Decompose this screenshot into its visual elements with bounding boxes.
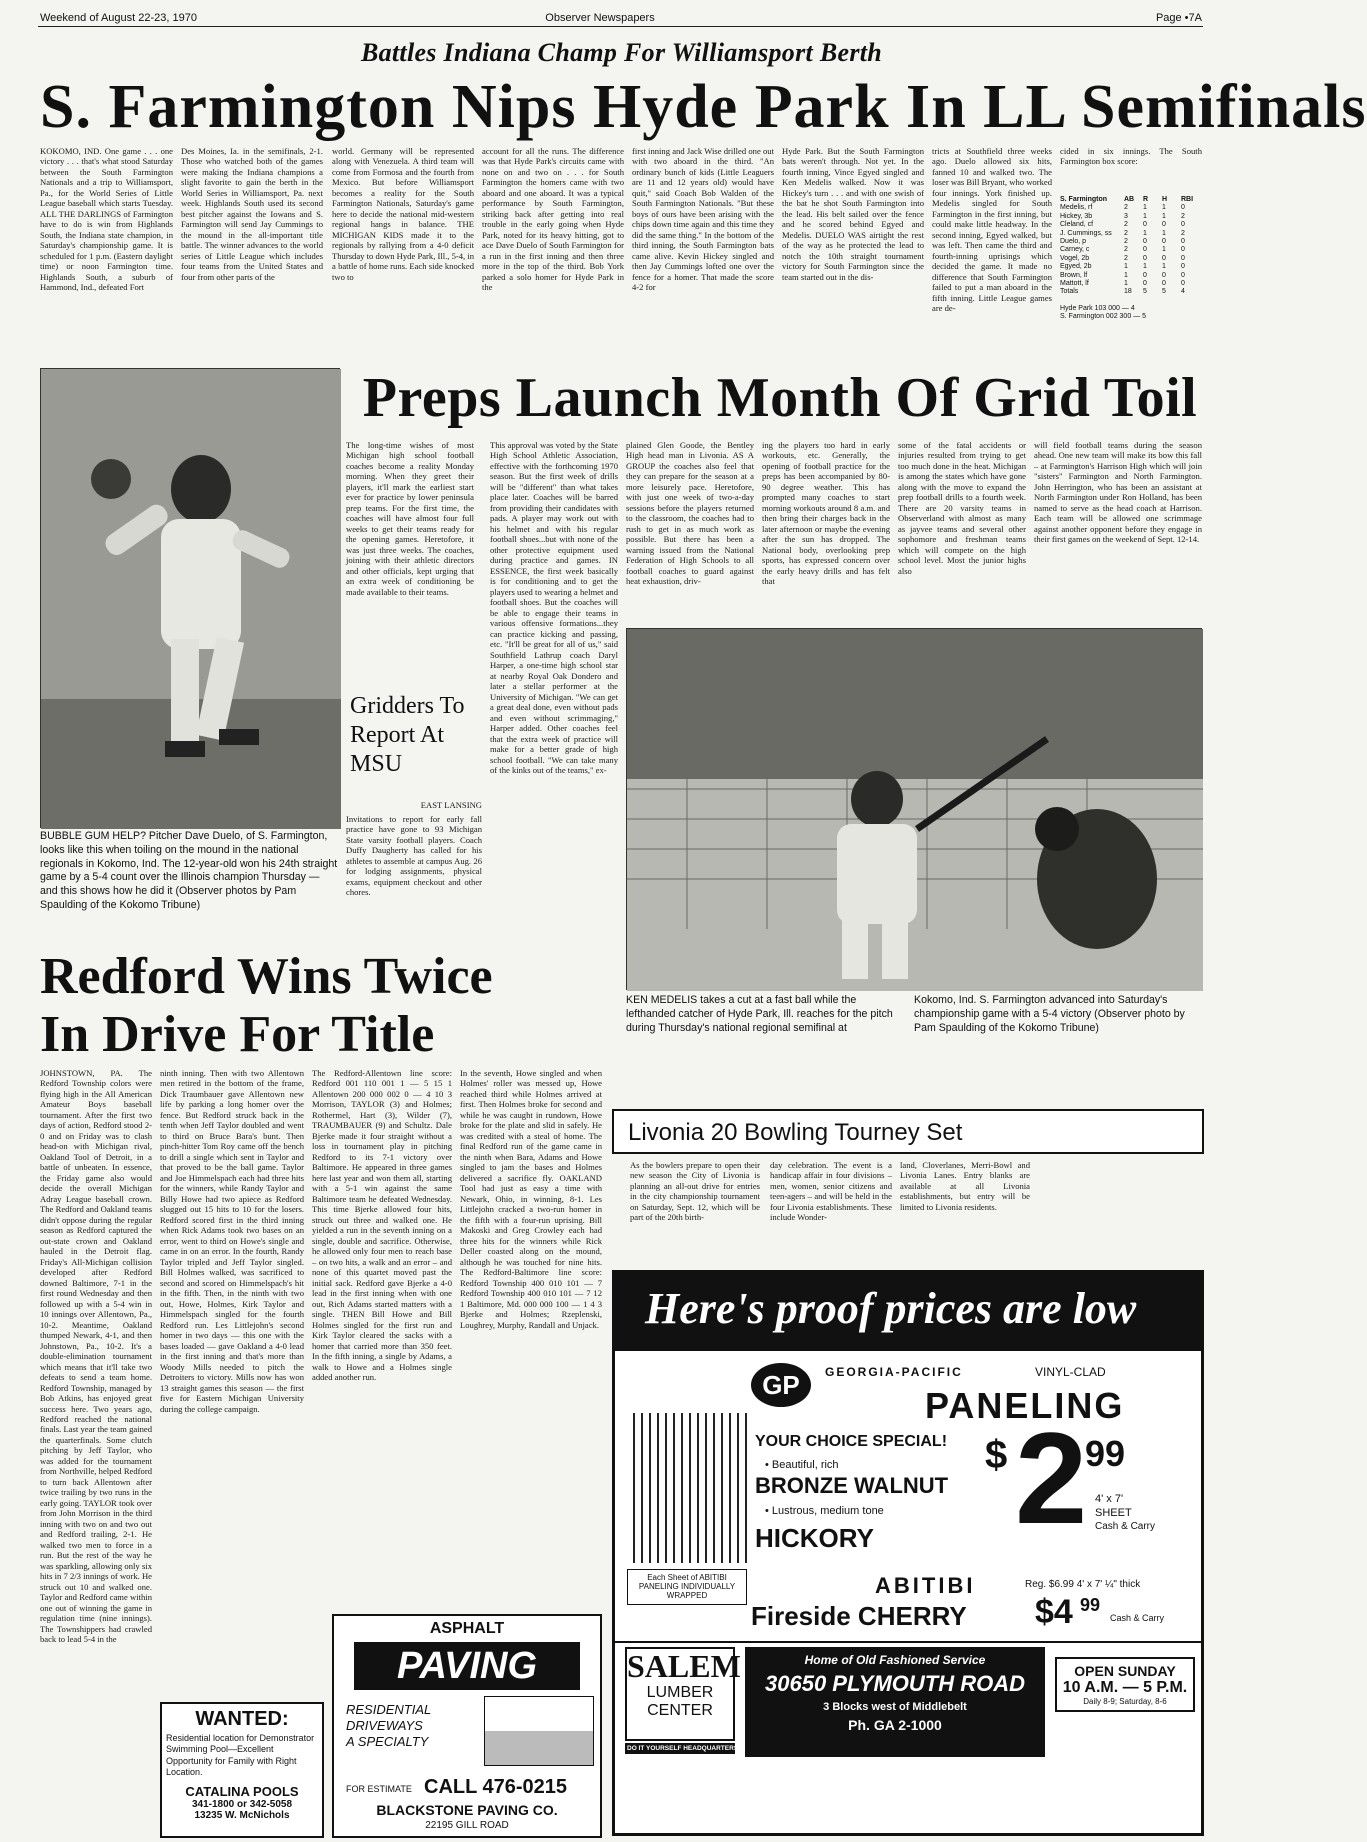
store-name-3: CENTER bbox=[647, 1701, 713, 1719]
cherry-cents: 99 bbox=[1080, 1595, 1101, 1615]
box-score-cell: 1 bbox=[1143, 212, 1147, 220]
box-score-cell: 3 bbox=[1124, 212, 1128, 220]
story1-column: Hyde Park. But the South Farmington bats weren't through. Not yet. In the fourth inning, Vince Egyed singled and Ken Medelis walked. Now it was Hickey's turn . . . and with one swish of the bat he shot South Farmington into the lead. His belt sailed over the fence and he scored behind Egyed and Medelis. DUELO WAS airtight the rest of the way as he protected the lead to notch the 10th straight tournament victory for South Farmington since the team started out in the dis- bbox=[782, 146, 924, 282]
box-score-header-cell: R bbox=[1143, 196, 1149, 203]
box-score-cell: 4 bbox=[1181, 288, 1185, 296]
box-score-line: Hyde Park 103 000 — 4 bbox=[1060, 304, 1135, 312]
price-dollar: $ bbox=[985, 1433, 1008, 1477]
story1-column: first inning and Jack Wise drilled one out with two aboard in the third. "An ordinary bunch of kids (Little Leaguers are 11 and 12 years old) would have quit," said Coach Bob Walden of the South Farmington Nationals. "But these boys of ours have been arising with the chips down time again and this time they did the same thing." In the bottom of the third inning, the South Farmington bats came alive. Kevin Hickey singled and then Jay Cummings lofted one over the fence for a homer. That made the score 4-2 for bbox=[632, 146, 774, 293]
store-address: 30650 PLYMOUTH ROAD bbox=[765, 1671, 1025, 1696]
box-score-cell: 2 bbox=[1124, 237, 1128, 245]
box-score-cell: Carney, c bbox=[1060, 246, 1090, 254]
box-score-rows bbox=[1060, 204, 1202, 296]
box-score-cell: 2 bbox=[1124, 204, 1128, 212]
box-score-row bbox=[1060, 204, 1202, 212]
box-score-row bbox=[1060, 288, 1202, 296]
livonia-column: As the bowlers prepare to open their new season the City of Livonia is planning an all-out drive for entries in the city championship tournament on Saturday, Sept. 12, which will be part of the 20th birth- bbox=[630, 1160, 760, 1223]
ad-special: YOUR CHOICE SPECIAL! bbox=[755, 1433, 948, 1450]
price-sheet: SHEET bbox=[1095, 1507, 1132, 1519]
box-score-cell: 1 bbox=[1162, 229, 1166, 237]
paving-line2: DRIVEWAYS bbox=[346, 1718, 423, 1733]
story1-kicker: Battles Indiana Champ For Williamsport Berth bbox=[360, 38, 883, 67]
price-terms: Cash & Carry bbox=[1095, 1521, 1156, 1532]
gp-logo: GP bbox=[751, 1363, 811, 1407]
box-score-cell: 1 bbox=[1162, 263, 1166, 271]
wanted-phones: 341-1800 or 342-5058 bbox=[191, 1799, 293, 1810]
box-score-row bbox=[1060, 246, 1202, 254]
store-slogan: DO IT YOURSELF HEADQUARTERS bbox=[627, 1745, 739, 1752]
box-score-cell: 2 bbox=[1181, 212, 1185, 220]
pitcher-photo-caption: BUBBLE GUM HELP? Pitcher Dave Duelo, of S. Farmington, looks like this when toiling on the mound in the national regionals in Kokomo, Ind. The 12-year-old won his 24th straight game by a 5-4 count over the Illinois champion Thursday — and this shows how he did it (Observer photos by Pam Spaulding of the Kokomo Tribune) bbox=[40, 830, 338, 911]
wanted-address: 13235 W. McNichols bbox=[194, 1810, 290, 1821]
msu-headline: Gridders To Report At MSU bbox=[350, 693, 465, 777]
box-score-row bbox=[1060, 230, 1202, 238]
story1-column: account for all the runs. The difference was that Hyde Park's circuits came with none on and two on . . . for South Farmington the homers came with two aboard and one aboard. It was a typical performance by South Farmington, striking back after getting into real trouble in the early going when Hyde Park, noted for its heavy hitting, got to ace Dave Duelo of South Farmington for a run in the first inning and then three more in the top of the third. Bob York parked a solo homer for Hyde Park in the bbox=[482, 146, 624, 293]
box-score-cell: 2 bbox=[1124, 221, 1128, 229]
store-hours-time: 10 A.M. — 5 P.M. bbox=[1062, 1679, 1188, 1696]
pitcher-photo-image bbox=[41, 369, 341, 829]
ad-option-hickory: HICKORY bbox=[755, 1523, 874, 1553]
box-score-cell: 1 bbox=[1162, 246, 1166, 254]
paving-estimate-label: FOR ESTIMATE bbox=[346, 1784, 412, 1794]
box-score-cell: Brown, lf bbox=[1060, 271, 1088, 279]
box-score-row bbox=[1060, 280, 1202, 288]
box-score-cell: 0 bbox=[1181, 237, 1185, 245]
paving-main: PAVING bbox=[354, 1642, 580, 1690]
box-score-cell: 0 bbox=[1143, 271, 1147, 279]
box-score-cell: Hickey, 3b bbox=[1060, 212, 1093, 220]
box-score-cell: 0 bbox=[1143, 254, 1147, 262]
house-illustration bbox=[484, 1696, 594, 1766]
box-score-cell: Egyed, 2b bbox=[1060, 263, 1092, 271]
wanted-ad bbox=[160, 1702, 324, 1838]
top-rule bbox=[38, 26, 1203, 27]
box-score-cell: 0 bbox=[1162, 221, 1166, 229]
box-score-line: S. Farmington 002 300 — 5 bbox=[1060, 313, 1146, 321]
each-sheet-note: Each Sheet of ABITIBI PANELING INDIVIDUALLY WRAPPED bbox=[627, 1569, 747, 1605]
msu-body: Invitations to report for early fall practice have gone to 93 Michigan State varsity football players. Coach Duffy Daugherty has called for his athletes to assemble at campus Aug. 26 for lodging assignments, physical exams, equipment checkout and other chores. bbox=[346, 814, 482, 898]
ad-brand: GEORGIA-PACIFIC bbox=[825, 1365, 963, 1379]
paving-company: BLACKSTONE PAVING CO. bbox=[376, 1802, 558, 1818]
ad-option-walnut: BRONZE WALNUT bbox=[755, 1473, 949, 1498]
salem-lumber-ad bbox=[612, 1270, 1204, 1836]
box-score-cell: 1 bbox=[1143, 263, 1147, 271]
box-score-row bbox=[1060, 255, 1202, 263]
story2-column: will field football teams during the season ahead. One new team will make its bow this fall – at Farmington's Harrison High which will join "sisters" Farmington and North Farmington. John Herrington, who has been an assistant at North Farmington under Ron Holland, has been named to serve as the head coach at Harrison. Each team will be allowed one scrimmage against another opponent before they engage in their first games on the weekend of Sept. 12-14. bbox=[1034, 440, 1202, 545]
box-score-cell: 0 bbox=[1143, 221, 1147, 229]
ad-cherry: Fireside CHERRY bbox=[751, 1601, 967, 1631]
livonia-headline-box bbox=[612, 1109, 1204, 1154]
box-score-cell: 0 bbox=[1143, 246, 1147, 254]
story1-column: Des Moines, Ia. in the semifinals, 2-1. Those who watched both of the games were making the Indiana champions a slight favorite to gain the berth in the World Series in Williamsport, Pa. next week. Highlands South used its second best pitcher against the Iowans and S. Farmington will send Jay Cummings to the mound in the all-important title battle. The winner advances to the world series of Little League which includes four teams from the United States and four from other parts of the bbox=[181, 146, 323, 282]
box-score-row bbox=[1060, 221, 1202, 229]
box-score-cell: 5 bbox=[1143, 288, 1147, 296]
paper-name: Observer Newspapers bbox=[545, 12, 655, 24]
livonia-headline: Livonia 20 Bowling Tourney Set bbox=[628, 1119, 963, 1146]
story2-column: some of the fatal accidents or injuries resulted from trying to get too much done in the heat. Michigan is among the states which have gone along with the move to expand the prep football drills to a fourth week. There are 20 varsity teams in Observerland with almost as many as jayvee teams and several other sophomore and freshman teams which will compete on the high school level. Most the junior highs also bbox=[898, 440, 1026, 576]
story3-column: The Redford-Allentown line score: Redford 001 110 001 1 — 5 15 1 Allentown 200 000 002 0 — 4 10 3 Morrison, TAYLOR (3) and Holmes; Rothermel, Hart (3), Wilder (7), TRAUMBAUER (9) and Schultz. Dale Bjerke made it four straight without a loss in tournament play in pitching Redford to its 7-1 victory over Baltimore. He appeared in three games here last year and won them all, starting with a 5-1 win against the same Baltimore team he defeated Wednesday. This time Bjerke allowed four hits, struck out three and walked one. He yielded a run in the seventh inning on a single, double and sacrifice. Otherwise, he allowed only four men to reach base – on two hits, a walk and an error – and none of this quartet moved past the initial sack. Redford gave Bjerke a 4-0 lead in the first inning when with one out, Rich Adams started matters with a single. THEN Bill Howe and Bill Holmes singled for the first run and Kirk Taylor cleared the sacks with a homer that carried more than 350 feet. In the fifth inning, a single by Adams, a walk to Howe and a Holmes single added another run. bbox=[312, 1068, 452, 1383]
story2-column: This approval was voted by the State High School Athletic Association, effective with the forthcoming 1970 season. But the first week of drills will be "different" than what takes place later. Coaches will be barred from providing their candidates with pads. A player may work out with his helmet and with his regular football shoes...but with none of the other protective equipment used during practice and games. IN ESSENCE, the first week basically is for conditioning and to get the players used to wearing a helmet and football shoes. But the coaches will be able to engage their teams in various offensive formations...they can practice kicking and passing, etc. "It'll be great for all of us," said Southfield Lathrup coach Daryl Harper, a one-time high school star at nearby Royal Oak Dondero and later a stellar performer at the University of Michigan. "We can get a great deal done, even without pads and even without scrimmaging," Harper added. Other coaches feel that the extra week of practice will make for a better grade of high school football. "We can take many of the kinks out of the teams," ex- bbox=[490, 440, 618, 776]
store-hours-daily: Daily 8-9; Saturday, 8-6 bbox=[1083, 1697, 1167, 1706]
ad-option-note: • Lustrous, medium tone bbox=[765, 1505, 884, 1517]
box-score-row bbox=[1060, 272, 1202, 280]
batter-photo-caption: KEN MEDELIS takes a cut at a fast ball while the lefthanded catcher of Hyde Park, Ill. reaches for the pitch during Thursday's national regional semifinal at bbox=[626, 994, 893, 1034]
box-score-cell: Vogel, 2b bbox=[1060, 254, 1090, 262]
box-score-header-cell: H bbox=[1162, 196, 1168, 203]
cherry-terms: Cash & Carry bbox=[1110, 1613, 1165, 1623]
price-size: 4' x 7' bbox=[1095, 1493, 1124, 1505]
box-score-row bbox=[1060, 238, 1202, 246]
paving-ad bbox=[332, 1614, 602, 1838]
box-score-cell: 2 bbox=[1124, 229, 1128, 237]
box-score-cell: 1 bbox=[1143, 204, 1147, 212]
box-score-cell: 1 bbox=[1143, 229, 1147, 237]
story3-column: In the seventh, Howe singled and when Holmes' roller was messed up, Howe reached third while Holmes arrived at first. Then Holmes broke for second and while he was caught in rundown, Howe broke for the plate and slid in safely. He was credited with a steal of home. The final Redford run of the game came in the ninth when Bara, Adams and Howe singled to jam the bases and Holmes delivered a sacrifice fly. OAKLAND Tool had just as easy a time with Newark, Ohio, in winning, 8-1. Les Littlejohn cracked a two-run homer in the fifth with a four-run uprising. Bill Makoski and Greg Crowley each had three hits for the winners while Rick Deller coasted along on the mound, although he was touched for nine hits. The Redford-Baltimore line score: Redford Township 400 010 101 — 7 Redford Township 400 010 101 — 7 12 1 Baltimore, Md. 000 000 100 — 1 4 3 Bjerke and Holmes; Rzeplenski, Loughrey, Murphy, Randall and Unjack. bbox=[460, 1068, 602, 1330]
box-score-cell: 0 bbox=[1181, 263, 1185, 271]
box-score-cell: 0 bbox=[1181, 204, 1185, 212]
story3-column: JOHNSTOWN, PA. The Redford Township colors were flying high in the All American Amateur Boys baseball tournament. After the first two days of action, Redford stood 2-0 and on Friday was to clash head-on with Michigan rival, Oakland Tool of Detroit, in a battle of unbeaten. In essence, the Friday game also would decide the overall Michigan Adray League baseball crown. The Redford and Oakland teams didn't oppose during the regular season as Redford captured the out-state crown and Oakland hauled in the Detroit flag. Friday's All-Michigan collision developed after Redford downed Baltimore, 7-1 in the first round Wednesday and then followed up with a 5-4 win in 10 innings over Allentown, Pa., 10-2. Meantime, Oakland thumped Newark, 4-1, and then Johnstown, Pa., 10-2. It's a double-elimination tournament which means that it'll take two defeats to send a team home. Redford Township, managed by Bob Atkins, has enjoyed great success here. Two years ago, Redford reached the national finals. Last year the team gained the quarterfinals. Some clutch pitching by Jeff Taylor, who was added for the tournament from Northville, helped Redford to turn back Allentown after twice trailing by two runs in the early going. TAYLOR took over from John Morrison in the third inning with two on and two out and Redford trailing, 2-1. He walked two men to force in a run. But the rest of the way he was sparkling, allowing only six hits in 7 2/3 innings of work. He struck out 10 and walked one. Taylor and Redford came within one out of winning the game in regulation time (nine innings). The Townshippers had crawled back to lead 5-4 in the bbox=[40, 1068, 152, 1645]
price-main: 2 bbox=[1015, 1405, 1088, 1551]
story1-headline: S. Farmington Nips Hyde Park In LL Semifinals bbox=[40, 73, 1367, 141]
ad-banner bbox=[615, 1273, 1201, 1351]
store-name-2: LUMBER bbox=[646, 1684, 714, 1702]
paving-top: ASPHALT bbox=[429, 1620, 505, 1637]
story1-column: KOKOMO, IND. One game . . . one victory . . . that's what stood Saturday between the South Farmington Nationals and a trip to Williamsport, Pa., for the World Series of Little League baseball which starts Tuesday. ALL THE DARLINGS of Farmington have to do is win from Highlands South, the Indiana state champion, in Saturday's championship game. It is scheduled for 1 p.m. (Eastern daylight time) or noon Farmington time. Highlands South, a suburb of Hammond, Ind., defeated Fort bbox=[40, 146, 173, 293]
box-score-cell: Totals bbox=[1060, 288, 1079, 296]
story1-column: world. Germany will be represented along with Venezuela. A third team will come from Formosa and the fourth from Mexico. But before Williamsport becomes a reality for the South Farmington Nationals, Saturday's game here to decide the national mid-western regional hangs in balance. THE MICHIGAN KIDS made it to the regionals by rallying from a 4-0 deficit Thursday to down Hyde Park, Ill., 5-4, in a battle of home runs. Each side knocked two to bbox=[332, 146, 475, 282]
price-cents: 99 bbox=[1085, 1433, 1126, 1474]
livonia-column: land, Cloverlanes, Merri-Bowl and Livonia Lanes. Entry blanks are available at all Livonia establishments, but entry will be limited to Livonia residents. bbox=[900, 1160, 1030, 1212]
box-score-cell: 1 bbox=[1124, 279, 1128, 287]
box-score-header bbox=[1060, 196, 1202, 204]
store-tagline: Home of Old Fashioned Service bbox=[804, 1653, 986, 1667]
page-number: Page •7A bbox=[1155, 12, 1202, 24]
story2-column: plained Glen Goode, the Bentley High head man in Livonia. AS A GROUP the coaches also feel that they can prepare for the season at a more leisurely pace. Heretofore, with just one week of two-a-day sessions before the players returned to the classroom, the coaches had to rush to get in as much work as possible. But there has been a warning issued from the National Federation of High Schools to all football coaches to guard against heat exhaustion, driv- bbox=[626, 440, 754, 587]
box-score-cell: 0 bbox=[1162, 254, 1166, 262]
ad-abitibi: ABITIBI bbox=[875, 1573, 976, 1598]
box-score-cell: 0 bbox=[1143, 279, 1147, 287]
wanted-title: WANTED: bbox=[195, 1708, 289, 1730]
store-open: OPEN SUNDAY bbox=[1074, 1663, 1176, 1679]
box-score-cell: 1 bbox=[1124, 263, 1128, 271]
story3-headline: Redford Wins Twice In Drive For Title bbox=[40, 948, 493, 1064]
box-score-header-cell: S. Farmington bbox=[1060, 196, 1108, 203]
ad-option-note: • Beautiful, rich bbox=[765, 1459, 839, 1471]
box-score-cell: 1 bbox=[1162, 212, 1166, 220]
paving-line3: A SPECIALTY bbox=[346, 1734, 429, 1749]
cherry-price: $4 bbox=[1035, 1593, 1073, 1631]
box-score-cell: 5 bbox=[1162, 288, 1166, 296]
box-score-cell: 2 bbox=[1124, 246, 1128, 254]
box-score-cell: 0 bbox=[1162, 237, 1166, 245]
box-score-cell: 0 bbox=[1181, 246, 1185, 254]
box-score-cell: 0 bbox=[1162, 279, 1166, 287]
store-name: SALEM bbox=[627, 1648, 741, 1684]
store-directions: 3 Blocks west of Middlebelt bbox=[823, 1701, 967, 1713]
box-score-cell: Cleland, cf bbox=[1060, 221, 1094, 229]
box-score-cell: Medelis, rf bbox=[1060, 204, 1093, 212]
box-score-cell: 0 bbox=[1181, 279, 1185, 287]
box-score-cell: 0 bbox=[1143, 237, 1147, 245]
store-info bbox=[745, 1647, 1045, 1757]
paving-line1: RESIDENTIAL bbox=[346, 1702, 432, 1717]
box-score-cell: 0 bbox=[1181, 221, 1185, 229]
box-score-cell: 2 bbox=[1124, 254, 1128, 262]
story2-column: ing the players too hard in early workouts, etc. Generally, the opening of football practice for the preps has been accompanied by 80-90 degree weather. This has prompted many coaches to start morning workouts around 8 a.m. and then bring their charges back in the later afternoon or maybe the evening after the sun has dropped. The National body, overlooking prep sports, has expressed concern over the early heavy drills and has felt that bbox=[762, 440, 890, 587]
box-score-cell: 18 bbox=[1124, 288, 1132, 296]
batter-photo bbox=[626, 628, 1202, 990]
story2-headline: Preps Launch Month Of Grid Toil bbox=[362, 367, 1198, 429]
ad-reg-price: Reg. $6.99 4' x 7' ¼" thick bbox=[1025, 1579, 1141, 1590]
paving-address: 22195 GILL ROAD bbox=[425, 1820, 509, 1831]
box-score-cell: Mattott, lf bbox=[1060, 279, 1089, 287]
salem-logo bbox=[625, 1647, 741, 1741]
wanted-company: CATALINA POOLS bbox=[185, 1784, 299, 1799]
wanted-body: Residential location for Demonstrator Swimming Pool—Excellent Opportunity for Family with Right Location. bbox=[166, 1733, 315, 1777]
ad-vinyl: VINYL-CLAD bbox=[1035, 1365, 1106, 1379]
ad-banner-text: Here's proof prices are low bbox=[645, 1284, 1137, 1333]
story3-column: ninth inning. Then with two Allentown men retired in the bottom of the frame, Dick Traumbauer gave Allentown new life by parking a long homer over the fence. But Redford struck back in the tenth when Jeff Taylor doubled and went to third on Bruce Bara's bunt. Then pinch-hitter Tom Roy came off the bench to drill a single which sent in Taylor and that proved to be the ball game. Taylor and Joe Himmelspach each had three hits for the winners, while Randy Taylor and Billy Howe had two apiece as Redford slugged out 15 hits to 10 for the losers. Redford scored first in the third inning when Rick Adams took two bases on an error, went to third on Howe's single and came in on an error. In the fourth, Randy Taylor tripled and Jeff Taylor singled. Bill Holmes walked, was sacrificed to second and scored on Himmelspach's hit in the fifth. Then, in the ninth with two out, Howe, Holmes, Kirk Taylor and Himmelspach singled for the fourth Redford run. Les Littlejohn's second homer in two days — this one with the bases loaded — gave Oakland a 4-0 lead in the first inning and that's more than Woody Mills needed to pitch the Detroiters to victory. Mills now has won 13 straight games this season — the first five for Eastern Michigan University during the college campaign. bbox=[160, 1068, 304, 1414]
box-score bbox=[1060, 196, 1202, 362]
paneling-illustration bbox=[627, 1413, 747, 1563]
box-score-cell: 0 bbox=[1181, 271, 1185, 279]
box-score-row bbox=[1060, 263, 1202, 271]
box-score-cell: J. Cummings, ss bbox=[1060, 229, 1112, 237]
msu-dateline: EAST LANSING bbox=[420, 800, 482, 810]
box-score-cell: Duelo, p bbox=[1060, 237, 1087, 245]
batter-photo-image bbox=[627, 629, 1203, 991]
box-score-cell: 0 bbox=[1162, 271, 1166, 279]
livonia-column: day celebration. The event is a handicap affair in four divisions – men, women, senior citizens and teen-agers – and will be held in the four Livonia establishments. These include Wonder- bbox=[770, 1160, 892, 1223]
store-phone: Ph. GA 2-1000 bbox=[848, 1717, 942, 1733]
story1-column: tricts at Southfield three weeks ago. Duelo allowed six hits, fanned 10 and walked two. The loser was Bill Bryant, who worked four innings. York finished up. Medelis singled for South Farmington in the first inning, but could make little headway. In the second inning, Egyed walked, but was left. Then came the third and fourth-inning uprisings which decided the game. It made no difference that South Farmington failed to put a man aboard in the fifth inning. Little League games are de- bbox=[932, 146, 1052, 314]
story1-column: cided in six innings. The South Farmington box score: bbox=[1060, 146, 1202, 167]
box-score-row bbox=[1060, 213, 1202, 221]
box-score-header-cell: RBI bbox=[1181, 196, 1194, 203]
issue-date: Weekend of August 22-23, 1970 bbox=[40, 12, 197, 24]
batter-photo-caption-continued: Kokomo, Ind. S. Farmington advanced into Saturday's championship game with a 5-4 victory (Observer photo by Pam Spaulding of the Kokomo Tribune) bbox=[914, 994, 1185, 1034]
story2-column: The long-time wishes of most Michigan high school football coaches become a reality Monday morning. When they greet their players, it'll mark the earliest start ever for practice by lower peninsula prep teams. For the first time, the coaches will have almost four full weeks to get their teams ready for the opening games. Heretofore, it was just three weeks. The coaches, joining with their athletic directors and other officials, kept urging that an extra week of conditioning be made available to their teams. bbox=[346, 440, 474, 597]
box-score-cell: 0 bbox=[1181, 254, 1185, 262]
box-score-cell: 1 bbox=[1124, 271, 1128, 279]
pitcher-photo bbox=[40, 368, 340, 828]
box-score-header-cell: AB bbox=[1124, 196, 1135, 203]
store-hours bbox=[1055, 1657, 1195, 1712]
box-score-cell: 1 bbox=[1162, 204, 1166, 212]
ad-product: PANELING bbox=[925, 1385, 1125, 1426]
box-score-cell: 2 bbox=[1181, 229, 1185, 237]
paving-phone: CALL 476-0215 bbox=[424, 1776, 568, 1798]
ad-divider bbox=[615, 1641, 1201, 1643]
